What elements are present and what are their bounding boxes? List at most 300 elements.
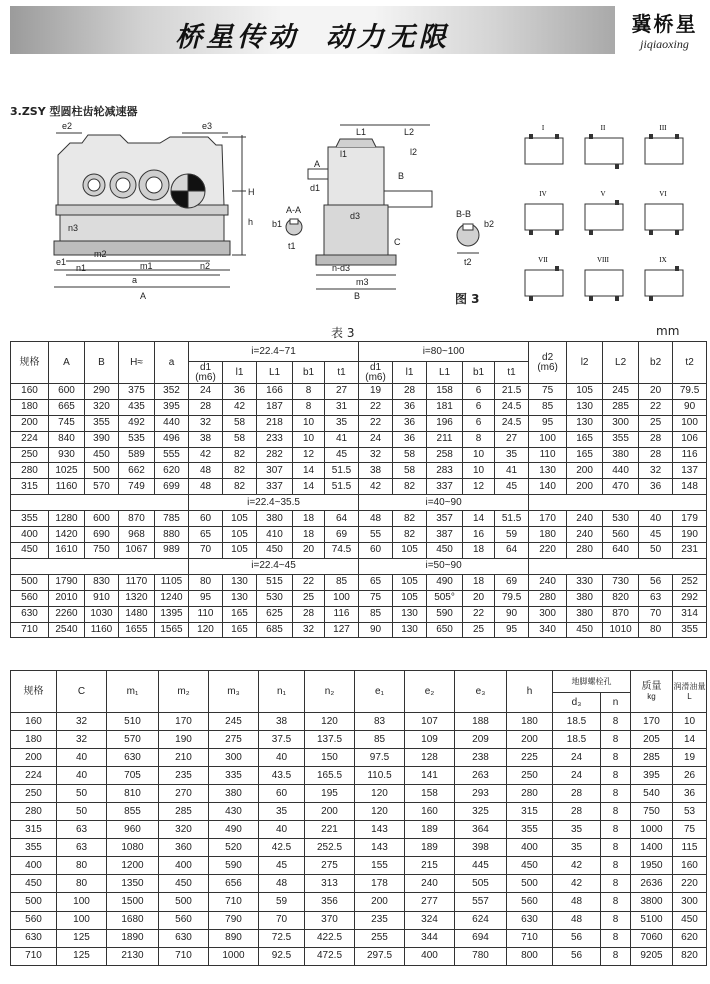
table-cell: 560: [11, 590, 49, 606]
table-cell: 56: [553, 947, 601, 965]
table-cell: 710: [11, 622, 49, 638]
table-cell: 749: [119, 479, 155, 495]
table-cell: 9205: [631, 947, 673, 965]
mounting-type-label: I: [541, 124, 545, 132]
table-cell: 6: [463, 415, 495, 431]
th-d2-tol: (m6): [537, 361, 558, 373]
table-cell: 100: [325, 590, 359, 606]
table-cell: 200: [305, 803, 355, 821]
table-cell: 22: [639, 399, 673, 415]
table-cell: 32: [359, 447, 393, 463]
table-cell: 8: [601, 893, 631, 911]
table-cell: 35: [495, 447, 529, 463]
table-cell: 180: [11, 731, 57, 749]
table-cell: 35: [553, 839, 601, 857]
table-cell: 82: [393, 527, 427, 543]
table-cell: 60: [259, 785, 305, 803]
mounting-shaft: [675, 134, 679, 139]
table-cell: 69: [325, 527, 359, 543]
table-row: [11, 929, 707, 947]
table-cell: 380: [257, 511, 293, 527]
table-cell: 79.5: [495, 590, 529, 606]
table-cell: 27: [495, 431, 529, 447]
table-cell: 24.5: [495, 399, 529, 415]
table-cell: 105: [223, 527, 257, 543]
dim-d3: d3: [350, 211, 361, 221]
table-cell: 70: [259, 911, 305, 929]
table-cell: 28: [639, 447, 673, 463]
table-cell: 128: [405, 749, 455, 767]
table-cell: 42: [189, 447, 223, 463]
th-L1-high: L1: [427, 362, 463, 384]
table-row: [11, 731, 707, 749]
table-row: [11, 543, 707, 559]
table-cell: 150: [305, 749, 355, 767]
table-cell: 800: [507, 947, 553, 965]
mounting-shaft: [589, 134, 593, 139]
table-row: [11, 839, 707, 857]
table-cell: 48: [189, 479, 223, 495]
table-cell: 240: [567, 527, 603, 543]
table-cell: 83: [355, 713, 405, 731]
table-cell: 435: [119, 399, 155, 415]
table-cell: 8: [601, 929, 631, 947]
dim-H: H: [248, 187, 255, 197]
table-cell: 109: [405, 731, 455, 749]
th-b2: b2: [639, 342, 673, 384]
th2-h: h: [507, 671, 553, 713]
mounting-shaft: [675, 266, 679, 271]
table-cell: 90: [495, 606, 529, 622]
dim-n-d3: n-d3: [332, 263, 351, 273]
table-cell: 48: [189, 463, 223, 479]
table-cell: 300: [673, 893, 707, 911]
table-cell: 100: [57, 893, 107, 911]
mounting-type-box: [645, 138, 683, 164]
mounting-type-box: [525, 270, 563, 296]
table-cell: 110.5: [355, 767, 405, 785]
table-cell: 10: [463, 463, 495, 479]
table-cell: 1067: [119, 543, 155, 559]
dim-d1: d1: [310, 183, 321, 193]
table-cell: 32: [189, 415, 223, 431]
table-cell: 395: [631, 767, 673, 785]
table-cell: 170: [159, 713, 209, 731]
table-cell: 283: [427, 463, 463, 479]
table-cell: 165.5: [305, 767, 355, 785]
table-cell: 40: [57, 767, 107, 785]
table-cell: 90: [673, 399, 707, 415]
th-L1-low: L1: [257, 362, 293, 384]
th2-m1: m₁: [107, 671, 159, 713]
table-cell: 500: [159, 893, 209, 911]
table-cell: 285: [631, 749, 673, 767]
table-cell: 560: [603, 527, 639, 543]
table-cell: 252.5: [305, 839, 355, 857]
table-cell: 840: [49, 431, 85, 447]
table-cell: 92.5: [259, 947, 305, 965]
dim-A: A: [140, 291, 147, 301]
ratio-range-low: i=22.4~35.5: [189, 495, 359, 511]
th-l1-high: l1: [393, 362, 427, 384]
table-cell: 14: [293, 479, 325, 495]
table-cell: 31: [325, 399, 359, 415]
table-cell: 36: [673, 785, 707, 803]
table-cell: 50: [57, 803, 107, 821]
table-cell: 20: [463, 590, 495, 606]
table-cell: 240: [529, 574, 567, 590]
table-cell: 158: [427, 384, 463, 400]
mounting-type-label: II: [600, 124, 606, 132]
table-cell: 24: [553, 767, 601, 785]
table-cell: 500: [11, 893, 57, 911]
table-cell: 48: [553, 911, 601, 929]
table-cell: 75: [359, 590, 393, 606]
mounting-type-7: [525, 256, 563, 301]
table-cell: 85: [325, 574, 359, 590]
table-cell: 890: [209, 929, 259, 947]
table-cell: 224: [11, 431, 49, 447]
table-cell: 140: [529, 479, 567, 495]
th2-spec: 规格: [11, 671, 57, 713]
table-row: [11, 399, 707, 415]
th2-e2: e₂: [405, 671, 455, 713]
mounting-shaft: [615, 164, 619, 169]
th-d1-high-label: d1: [369, 361, 382, 373]
table-cell: 100: [57, 911, 107, 929]
table-cell: 130: [567, 399, 603, 415]
blank-cell: [11, 558, 189, 574]
table-cell: 60: [189, 511, 223, 527]
table-cell: 16: [463, 527, 495, 543]
table-cell: 355: [603, 431, 639, 447]
table-cell: 240: [567, 511, 603, 527]
table-cell: 710: [507, 929, 553, 947]
table-cell: 25: [639, 415, 673, 431]
th-a: a: [155, 342, 189, 384]
table-cell: 65: [359, 574, 393, 590]
mounting-shaft: [589, 296, 593, 301]
table-cell: 490: [427, 574, 463, 590]
dim-B: B: [354, 291, 361, 301]
table-cell: 160: [673, 857, 707, 875]
mounting-shaft: [589, 230, 593, 235]
table-cell: 337: [427, 479, 463, 495]
table-cell: 56: [553, 929, 601, 947]
table-cell: 48: [553, 893, 601, 911]
table-cell: 1610: [49, 543, 85, 559]
table-cell: 422.5: [305, 929, 355, 947]
table-cell: 12: [463, 479, 495, 495]
table-cell: 63: [57, 821, 107, 839]
table-cell: 490: [209, 821, 259, 839]
table-cell: 125: [57, 929, 107, 947]
table-cell: 625: [257, 606, 293, 622]
table-cell: 1010: [603, 622, 639, 638]
th-d1-low-tol: (m6): [195, 371, 216, 383]
table-cell: 252: [673, 574, 707, 590]
table-cell: 115: [673, 839, 707, 857]
table-cell: 18: [463, 574, 495, 590]
table-cell: 1500: [107, 893, 159, 911]
table-cell: 51.5: [325, 463, 359, 479]
section-BB-label: B-B: [456, 209, 472, 219]
table-cell: 496: [155, 431, 189, 447]
table-cell: 1680: [107, 911, 159, 929]
table-cell: 730: [603, 574, 639, 590]
table-cell: 1240: [155, 590, 189, 606]
dim-e1: e1: [56, 257, 67, 267]
table-cell: 450: [567, 622, 603, 638]
table-cell: 225: [507, 749, 553, 767]
table-cell: 450: [11, 543, 49, 559]
table-row: [11, 947, 707, 965]
table-cell: 1200: [107, 857, 159, 875]
th-b1-low: b1: [293, 362, 325, 384]
table-cell: 22: [359, 399, 393, 415]
th2-mass-label: 质量: [641, 680, 662, 692]
table-cell: 40: [639, 511, 673, 527]
mounting-type-label: V: [600, 190, 606, 198]
mounting-type-1: [525, 124, 563, 164]
table-cell: 10: [673, 713, 707, 731]
table-cell: 64: [495, 543, 529, 559]
table-cell: 560: [159, 911, 209, 929]
table-cell: 560: [11, 911, 57, 929]
table-cell: 105: [393, 543, 427, 559]
table-cell: 179: [673, 511, 707, 527]
table-cell: 130: [567, 415, 603, 431]
table-cell: 60: [359, 543, 393, 559]
th2-mass-unit: kg: [647, 691, 656, 701]
th-A: A: [49, 342, 85, 384]
table-cell: 32: [57, 713, 107, 731]
table-cell: 116: [673, 447, 707, 463]
table-cell: 8: [601, 749, 631, 767]
table-cell: 180: [529, 527, 567, 543]
table-cell: 277: [405, 893, 455, 911]
table-cell: 55: [359, 527, 393, 543]
table-cell: 32: [293, 622, 325, 638]
table-row: [11, 785, 707, 803]
table-cell: 790: [209, 911, 259, 929]
table-cell: 82: [223, 447, 257, 463]
table-row: [11, 574, 707, 590]
table-cell: 80: [57, 857, 107, 875]
th2-m3: m₃: [209, 671, 259, 713]
table-cell: 750: [631, 803, 673, 821]
th-d1-low: [189, 362, 223, 384]
th2-mass: [631, 671, 673, 713]
table-cell: 380: [603, 447, 639, 463]
dim-a: a: [132, 275, 138, 285]
table-cell: 28: [639, 431, 673, 447]
table-cell: 148: [673, 479, 707, 495]
table-cell: 59: [495, 527, 529, 543]
th-d1-high-tol: (m6): [365, 371, 386, 383]
table-cell: 18: [293, 527, 325, 543]
table-cell: 400: [405, 947, 455, 965]
mounting-table: [10, 670, 707, 966]
ratio-range-low: i=22.4~45: [189, 558, 359, 574]
table-cell: 45: [259, 857, 305, 875]
table-cell: 95: [495, 622, 529, 638]
table-cell: 80: [639, 622, 673, 638]
table-cell: 1320: [119, 590, 155, 606]
mounting-type-box: [525, 138, 563, 164]
table-cell: 400: [507, 839, 553, 857]
table-cell: 8: [601, 839, 631, 857]
table-row: [11, 821, 707, 839]
table-cell: 125: [57, 947, 107, 965]
table-cell: 355: [11, 839, 57, 857]
table-cell: 8: [601, 785, 631, 803]
th-t1-low: t1: [325, 362, 359, 384]
table-cell: 221: [305, 821, 355, 839]
table-cell: 280: [507, 785, 553, 803]
table-cell: 555: [155, 447, 189, 463]
th-spec: 规格: [11, 342, 49, 384]
table-cell: 6: [463, 399, 495, 415]
table-cell: 120: [189, 622, 223, 638]
table-cell: 705: [107, 767, 159, 785]
table-cell: 8: [463, 431, 495, 447]
table-cell: 38: [189, 431, 223, 447]
table-cell: 450: [507, 857, 553, 875]
table-cell: 1890: [107, 929, 159, 947]
table-cell: 258: [427, 447, 463, 463]
table-cell: 785: [155, 511, 189, 527]
table-cell: 352: [155, 384, 189, 400]
dim-t2: t2: [464, 257, 472, 267]
header-banner: [10, 6, 615, 54]
table-cell: 170: [529, 511, 567, 527]
table-cell: 685: [257, 622, 293, 638]
table-cell: 25: [463, 622, 495, 638]
table-cell: 8: [601, 767, 631, 785]
table-cell: 398: [455, 839, 507, 857]
table-cell: 492: [119, 415, 155, 431]
table-cell: 110: [529, 447, 567, 463]
table-cell: 320: [159, 821, 209, 839]
table-cell: 63: [639, 590, 673, 606]
brand-logo: [622, 8, 707, 52]
table-cell: 620: [673, 929, 707, 947]
mounting-shaft: [529, 296, 533, 301]
table-cell: 8: [293, 399, 325, 415]
mounting-type-box: [645, 204, 683, 230]
mounting-type-4: [525, 190, 563, 235]
table-cell: 8: [601, 947, 631, 965]
dim-l2: l2: [410, 147, 418, 157]
table-cell: 58: [223, 415, 257, 431]
table-cell: 65: [189, 527, 223, 543]
dim-h: h: [248, 217, 254, 227]
table-cell: 387: [427, 527, 463, 543]
table-cell: 40: [259, 821, 305, 839]
table-cell: 36: [393, 415, 427, 431]
table-cell: 710: [11, 947, 57, 965]
th-t2: t2: [673, 342, 707, 384]
table-cell: 235: [159, 767, 209, 785]
table-cell: 515: [257, 574, 293, 590]
table-cell: 1350: [107, 875, 159, 893]
table-cell: 3800: [631, 893, 673, 911]
table-cell: 315: [11, 821, 57, 839]
table-row: [11, 527, 707, 543]
table-cell: 930: [49, 447, 85, 463]
table-cell: 210: [159, 749, 209, 767]
table-cell: 470: [603, 479, 639, 495]
table-cell: 85: [359, 606, 393, 622]
table-cell: 263: [455, 767, 507, 785]
dim-e3: e3: [202, 121, 213, 131]
table-cell: 224: [11, 767, 57, 785]
table-cell: 143: [355, 839, 405, 857]
dim-m1: m1: [140, 261, 153, 271]
table-cell: 780: [455, 947, 507, 965]
table-cell: 36: [639, 479, 673, 495]
table-cell: 24: [189, 384, 223, 400]
table-cell: 63: [57, 839, 107, 857]
th-group-high: i=80~100: [359, 342, 529, 362]
table-cell: 238: [455, 749, 507, 767]
table-cell: 32: [639, 463, 673, 479]
table-cell: 70: [189, 543, 223, 559]
table-cell: 200: [11, 415, 49, 431]
mounting-shaft: [649, 230, 653, 235]
mounting-type-box: [585, 204, 623, 230]
th-d2: [529, 342, 567, 384]
table-cell: 18: [293, 511, 325, 527]
table-cell: 25: [293, 590, 325, 606]
table-cell: 200: [507, 731, 553, 749]
table-cell: 97.5: [355, 749, 405, 767]
table-cell: 340: [529, 622, 567, 638]
table-cell: 313: [305, 875, 355, 893]
th-d2-label: d2: [542, 351, 554, 363]
th2-n: n: [601, 693, 631, 713]
table-row: [11, 511, 707, 527]
table-cell: 189: [405, 821, 455, 839]
table-cell: 165: [567, 447, 603, 463]
dim-C: C: [394, 237, 401, 247]
table-cell: 231: [673, 543, 707, 559]
table-cell: 355: [673, 622, 707, 638]
table-cell: 14: [463, 511, 495, 527]
table-cell: 120: [355, 785, 405, 803]
table-cell: 292: [673, 590, 707, 606]
table-cell: 2636: [631, 875, 673, 893]
table-cell: 820: [673, 947, 707, 965]
table-cell: 8: [601, 857, 631, 875]
dim-L2: L2: [404, 127, 415, 137]
table-cell: 989: [155, 543, 189, 559]
mounting-type-label: VI: [659, 190, 667, 198]
ratio-range-row: [11, 495, 707, 511]
table-cell: 589: [119, 447, 155, 463]
table-cell: 395: [155, 399, 189, 415]
dimension-table: [10, 341, 707, 638]
table-cell: 10: [293, 415, 325, 431]
table-cell: 810: [107, 785, 159, 803]
th2-oil-label: 润滑油量: [673, 682, 706, 692]
table-cell: 42: [359, 479, 393, 495]
table-cell: 158: [405, 785, 455, 803]
table-cell: 50: [639, 543, 673, 559]
table-cell: 7060: [631, 929, 673, 947]
mounting-type-box: [585, 138, 623, 164]
